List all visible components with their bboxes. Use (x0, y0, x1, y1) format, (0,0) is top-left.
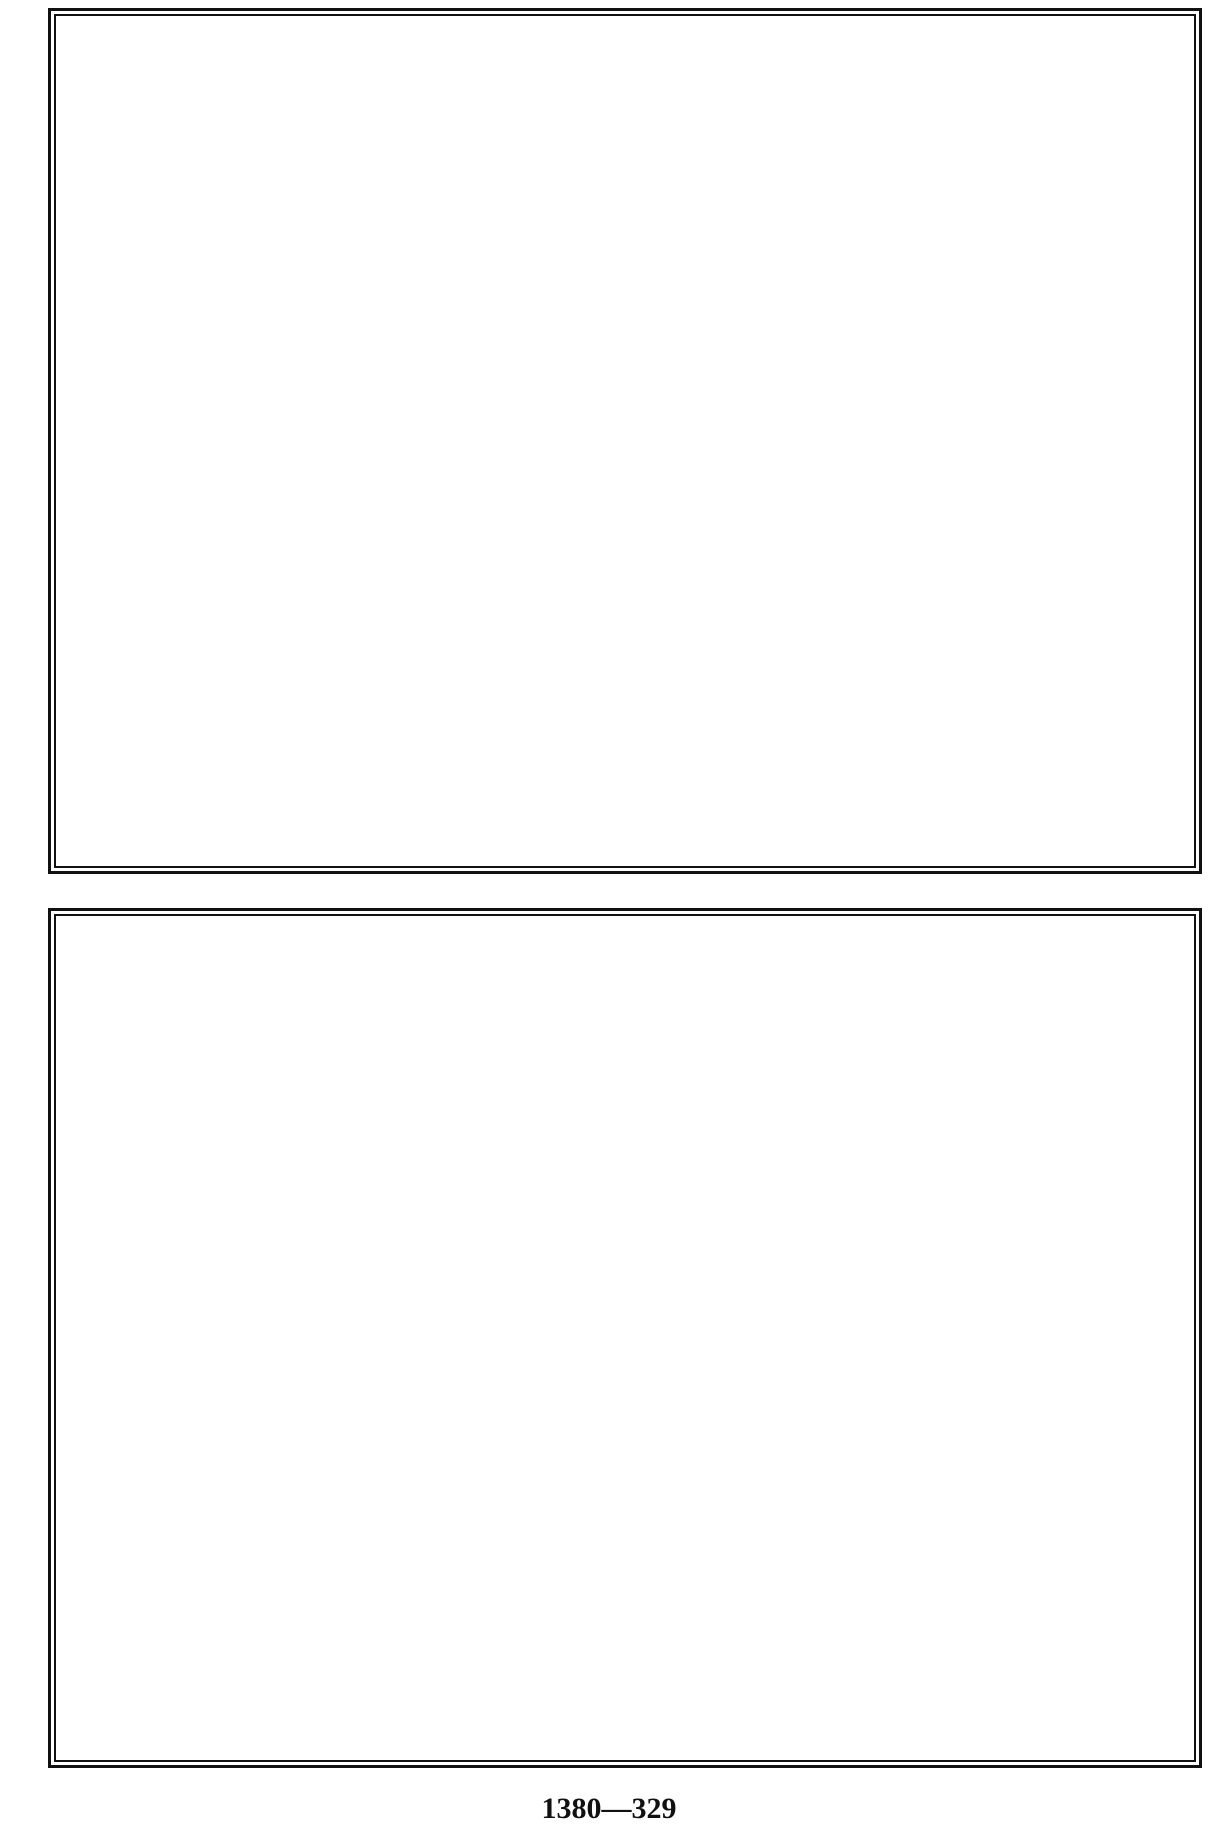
lower-page-panel (48, 908, 1202, 1768)
upper-page-panel (48, 8, 1202, 874)
page-code: 1380—329 (541, 1792, 677, 1825)
